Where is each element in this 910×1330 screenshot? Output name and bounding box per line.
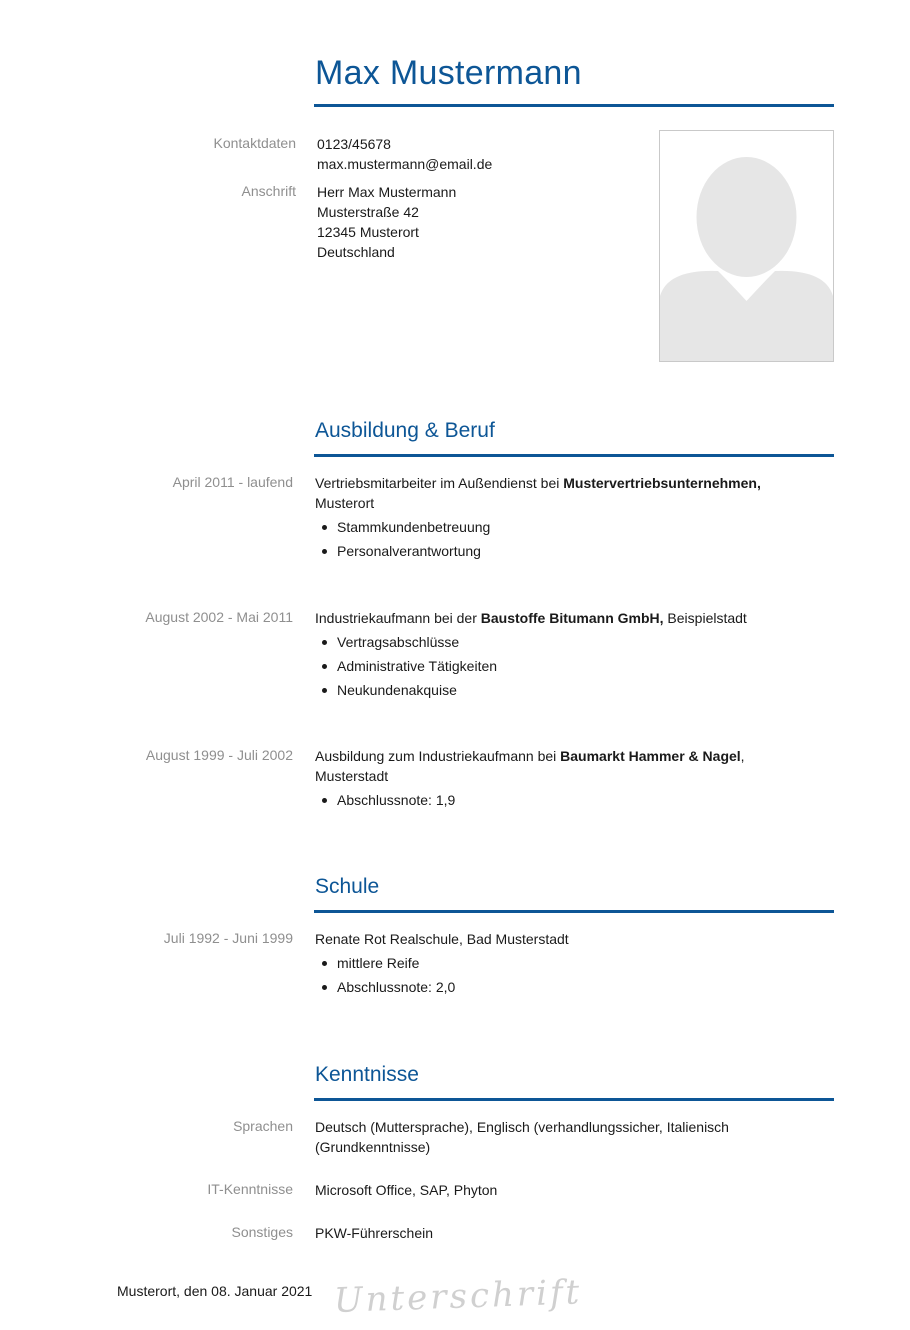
skill-label: IT-Kenntnisse	[207, 1181, 293, 1197]
school-entry	[315, 929, 815, 999]
section-title-career: Ausbildung & Beruf	[315, 419, 495, 442]
list-item: Abschlussnote: 1,9	[337, 788, 815, 812]
address-line: Musterstraße 42	[317, 204, 419, 220]
career-entry	[315, 746, 815, 812]
title-divider	[314, 104, 834, 107]
entry-bullets	[315, 630, 815, 702]
entry-bullets	[315, 788, 815, 812]
person-silhouette-icon	[660, 131, 833, 361]
skill-value: Microsoft Office, SAP, Phyton	[315, 1182, 498, 1198]
entry-date: August 2002 - Mai 2011	[145, 609, 293, 625]
profile-photo	[659, 130, 834, 362]
section-title-skills: Kenntnisse	[315, 1063, 419, 1086]
entry-location: Musterstadt	[315, 768, 389, 784]
address-label: Anschrift	[241, 183, 296, 199]
entry-location: Beispielstadt	[663, 610, 747, 626]
address-line: Deutschland	[317, 244, 395, 260]
entry-role: Industriekaufmann bei der	[315, 610, 481, 626]
entry-punctuation: ,	[740, 748, 745, 764]
career-entry	[315, 608, 815, 702]
entry-company: Baumarkt Hammer & Nagel	[560, 748, 741, 764]
list-item: Personalverantwortung	[337, 539, 815, 563]
list-item: Abschlussnote: 2,0	[337, 975, 815, 999]
career-entry	[315, 473, 815, 563]
entry-date: Juli 1992 - Juni 1999	[163, 930, 293, 946]
signature: Unterschrift	[333, 1272, 583, 1321]
entry-date: August 1999 - Juli 2002	[145, 747, 293, 763]
entry-role: Ausbildung zum Industriekaufmann bei	[315, 748, 561, 764]
entry-heading	[315, 746, 815, 766]
entry-heading: Renate Rot Realschule, Bad Musterstadt	[315, 931, 569, 947]
section-divider	[314, 454, 834, 457]
skill-label: Sonstiges	[231, 1224, 293, 1240]
skill-value-line: Deutsch (Muttersprache), Englisch (verhandlungssicher, Italienisch	[315, 1119, 729, 1135]
list-item: Stammkundenbetreuung	[337, 515, 815, 539]
entry-date: April 2011 - laufend	[172, 474, 293, 490]
list-item: mittlere Reife	[337, 951, 815, 975]
address-line: Herr Max Mustermann	[317, 184, 457, 200]
place-date: Musterort, den 08. Januar 2021	[117, 1283, 313, 1299]
entry-bullets	[315, 515, 815, 563]
entry-heading	[315, 473, 815, 493]
entry-company: Mustervertriebsunternehmen,	[563, 475, 761, 491]
address-block	[317, 182, 456, 262]
list-item: Vertragsabschlüsse	[337, 630, 815, 654]
entry-location: Musterort	[315, 495, 375, 511]
phone-number: 0123/45678	[317, 136, 391, 152]
page-title: Max Mustermann	[315, 54, 582, 92]
skill-value	[315, 1117, 835, 1157]
entry-bullets	[315, 951, 815, 999]
entry-company: Baustoffe Bitumann GmbH,	[480, 610, 664, 626]
contact-label: Kontaktdaten	[213, 135, 296, 151]
skill-value-line: (Grundkenntnisse)	[315, 1139, 431, 1155]
skill-label: Sprachen	[233, 1118, 293, 1134]
entry-heading	[315, 608, 815, 628]
skill-value: PKW-Führerschein	[315, 1225, 434, 1241]
email-address: max.mustermann@email.de	[317, 156, 493, 172]
section-divider	[314, 910, 834, 913]
address-line: 12345 Musterort	[317, 224, 419, 240]
contact-values	[317, 134, 492, 174]
section-title-school: Schule	[315, 875, 380, 898]
entry-role: Vertriebsmitarbeiter im Außendienst bei	[315, 475, 564, 491]
section-divider	[314, 1098, 834, 1101]
list-item: Neukundenakquise	[337, 678, 815, 702]
list-item: Administrative Tätigkeiten	[337, 654, 815, 678]
